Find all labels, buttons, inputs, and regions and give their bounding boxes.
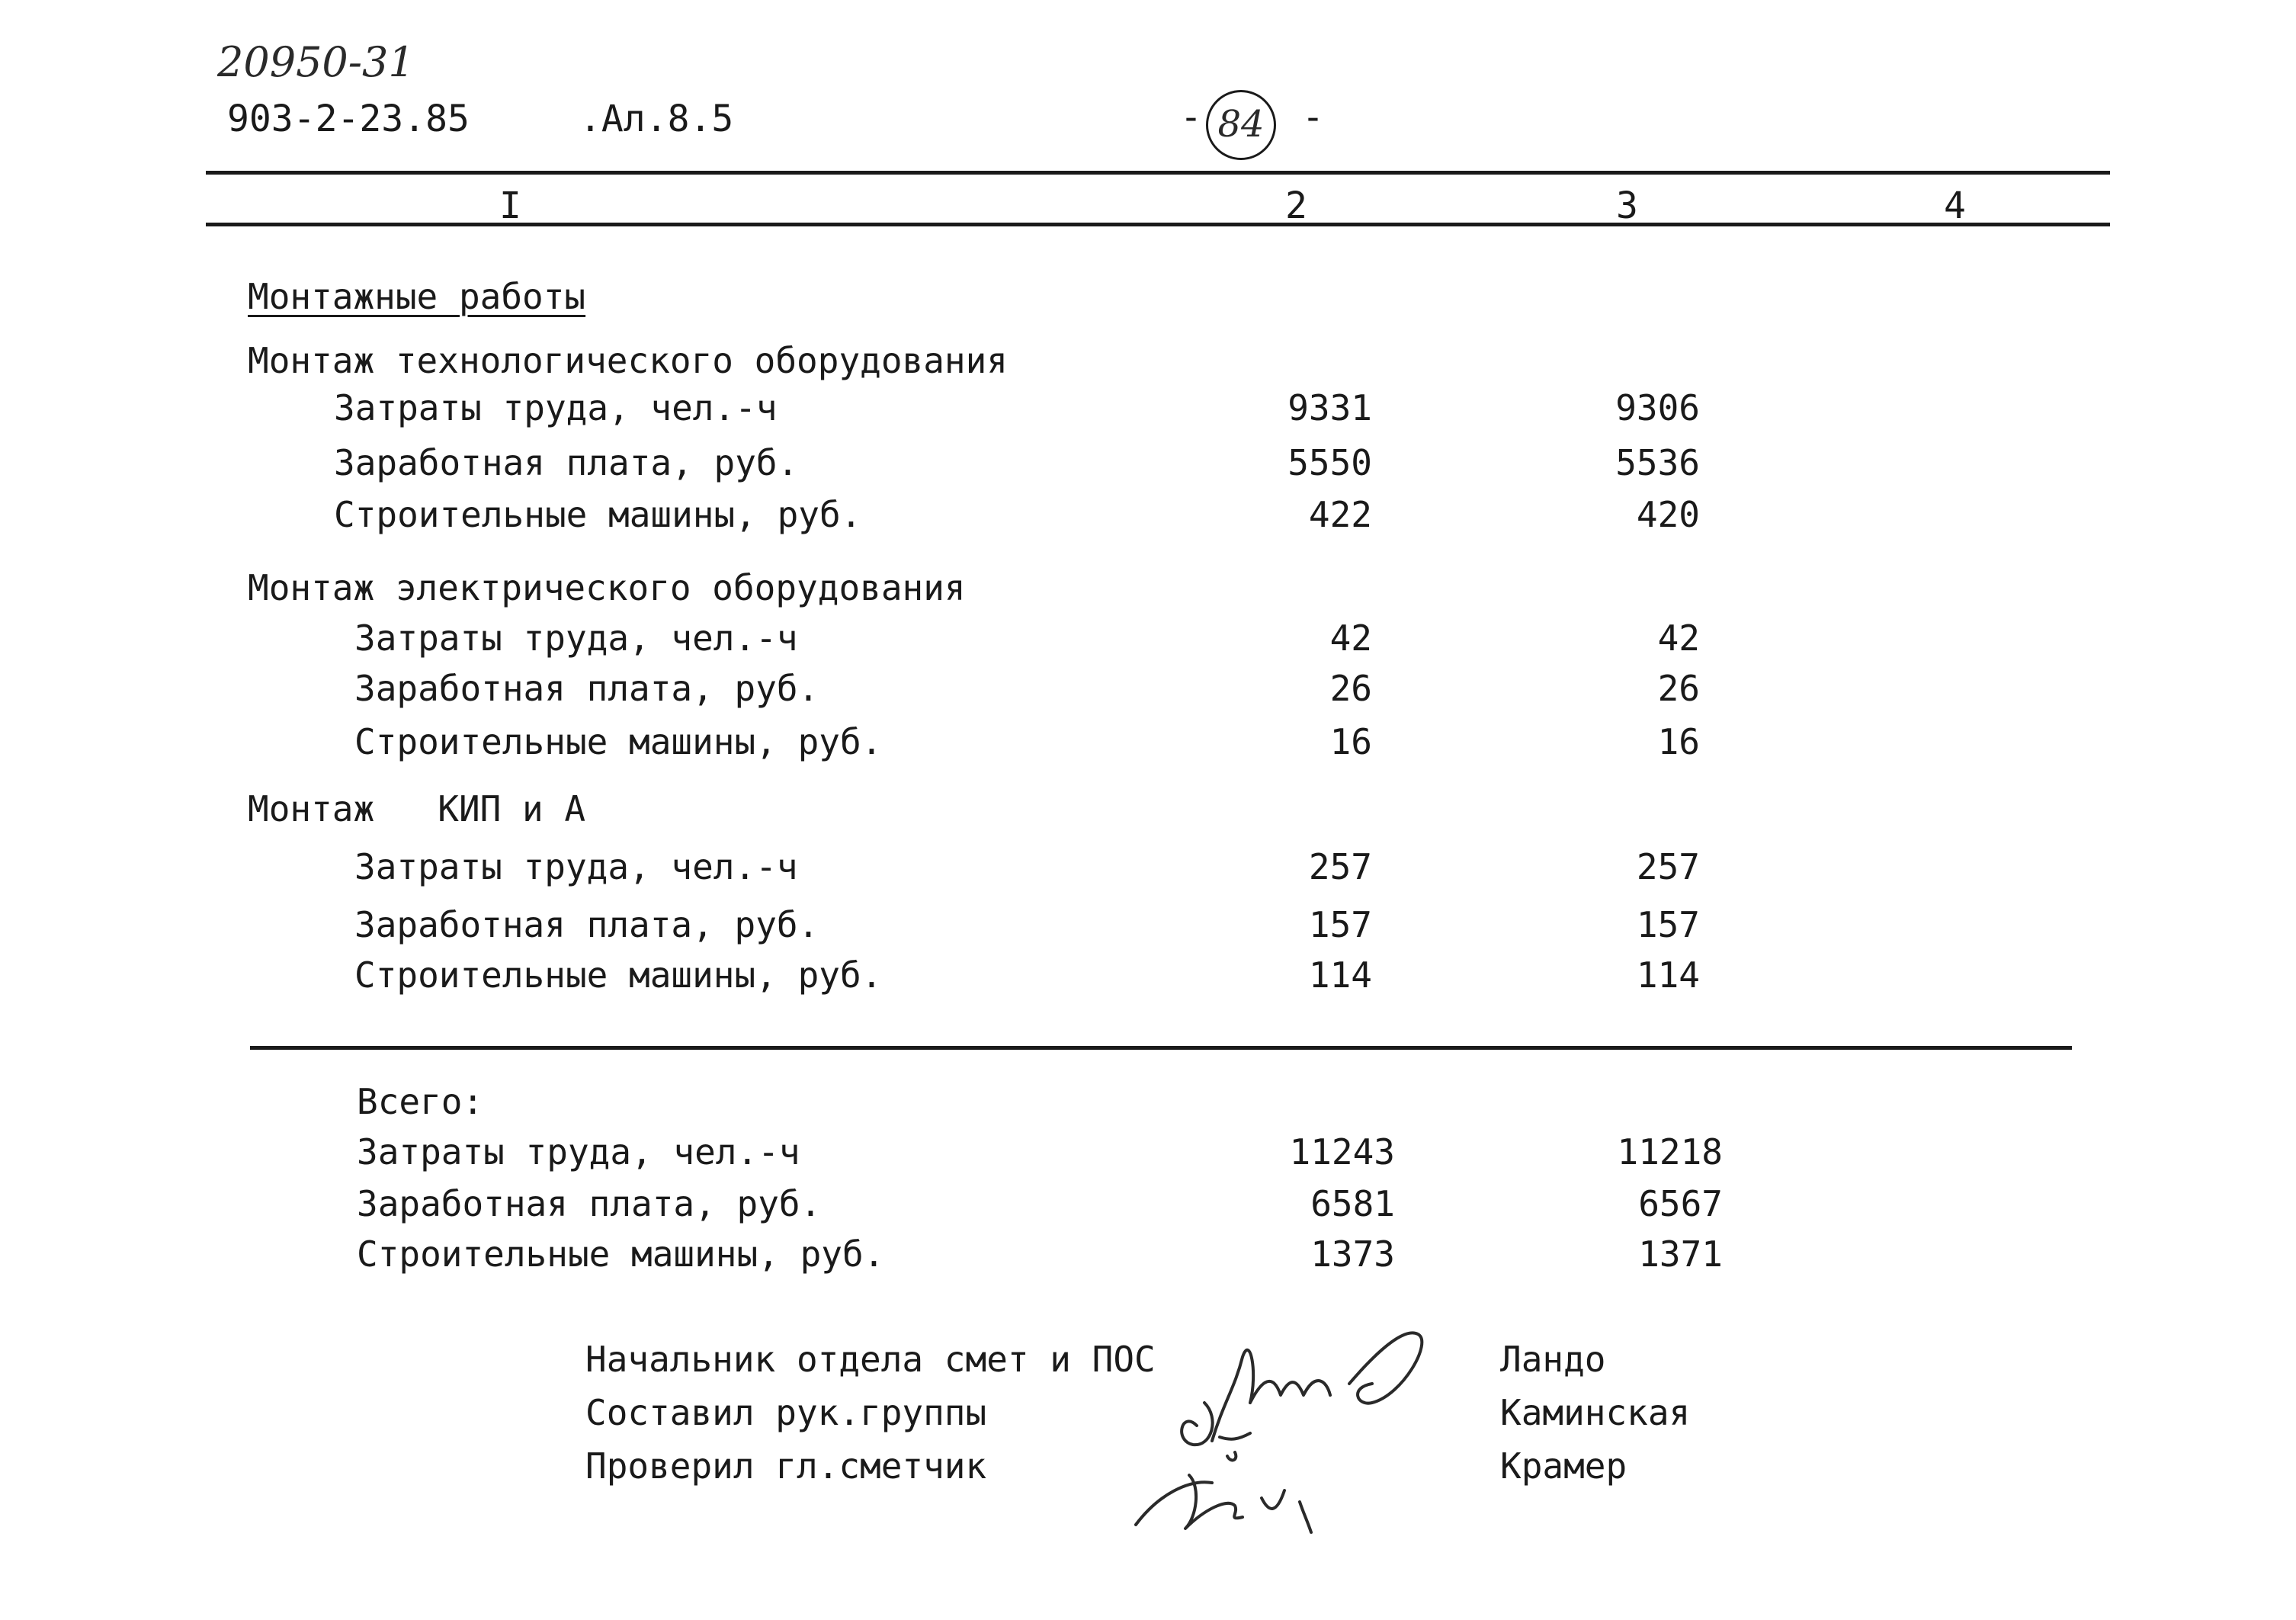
header-rule-top [206, 171, 2110, 175]
section-title: Монтажные работы [248, 276, 586, 317]
row-value-col2: 257 [1308, 846, 1372, 887]
signature-stroke [1136, 1475, 1311, 1532]
total-value-col2: 6581 [1310, 1183, 1395, 1224]
total-value-col3: 1371 [1638, 1233, 1723, 1275]
group-title: Монтаж КИП и А [248, 788, 586, 829]
handwritten-reference: 20950-31 [217, 38, 415, 86]
row-label: Строительные машины, руб. [354, 954, 883, 996]
header-rule-bottom [206, 223, 2110, 226]
row-label: Строительные машины, руб. [354, 721, 883, 762]
signature-name: Ландо [1500, 1339, 1606, 1380]
row-value-col3: 257 [1636, 846, 1700, 887]
document-code: 903-2-23.85 [227, 98, 470, 140]
total-title: Всего: [357, 1081, 484, 1122]
row-label: Заработная плата, руб. [354, 668, 819, 709]
page-number-dash-right: - [1302, 96, 1324, 139]
row-value-col3: 26 [1657, 668, 1700, 709]
group-title: Монтаж электрического оборудования [248, 567, 966, 608]
row-value-col2: 422 [1308, 494, 1372, 535]
total-value-col3: 6567 [1638, 1183, 1723, 1224]
row-value-col3: 420 [1636, 494, 1700, 535]
column-header-3: 3 [1616, 184, 1638, 227]
handwritten-signatures [1098, 1311, 1494, 1540]
row-value-col3: 5536 [1615, 442, 1700, 483]
signature-name: Крамер [1500, 1445, 1627, 1487]
row-label: Строительные машины, руб. [334, 494, 862, 535]
total-value-col2: 11243 [1289, 1131, 1395, 1172]
row-value-col3: 16 [1657, 721, 1700, 762]
total-row-label: Затраты труда, чел.-ч [357, 1131, 800, 1172]
row-value-col3: 114 [1636, 954, 1700, 996]
row-value-col2: 114 [1308, 954, 1372, 996]
album-reference: .Ал.8.5 [579, 98, 734, 140]
row-value-col2: 16 [1329, 721, 1372, 762]
row-label: Затраты труда, чел.-ч [354, 618, 798, 659]
signature-stroke [1220, 1433, 1250, 1460]
column-header-4: 4 [1944, 184, 1966, 227]
column-header-1: I [499, 184, 521, 227]
signature-role: Проверил гл.сметчик [585, 1445, 987, 1487]
page-number-circle [1206, 90, 1276, 160]
group-title: Монтаж технологического оборудования [248, 340, 1008, 381]
signature-name: Каминская [1500, 1392, 1691, 1433]
row-value-col2: 9331 [1287, 387, 1372, 428]
signature-role: Составил рук.группы [585, 1392, 987, 1433]
total-row-label: Строительные машины, руб. [357, 1233, 885, 1275]
column-header-2: 2 [1285, 184, 1307, 227]
row-label: Заработная плата, руб. [334, 442, 799, 483]
total-divider [250, 1046, 2072, 1050]
row-value-col2: 157 [1308, 904, 1372, 945]
row-value-col3: 157 [1636, 904, 1700, 945]
row-value-col3: 42 [1657, 618, 1700, 659]
total-value-col2: 1373 [1310, 1233, 1395, 1275]
row-value-col2: 42 [1329, 618, 1372, 659]
row-label: Заработная плата, руб. [354, 904, 819, 945]
row-value-col3: 9306 [1615, 387, 1700, 428]
signature-role: Начальник отдела смет и ПОС [585, 1339, 1156, 1380]
row-value-col2: 26 [1329, 668, 1372, 709]
page-number-dash-left: - [1180, 96, 1202, 139]
row-label: Затраты труда, чел.-ч [334, 387, 778, 428]
row-value-col2: 5550 [1287, 442, 1372, 483]
total-value-col3: 11218 [1617, 1131, 1723, 1172]
page-number: 84 [1217, 103, 1265, 146]
row-label: Затраты труда, чел.-ч [354, 846, 798, 887]
signature-stroke [1182, 1333, 1422, 1445]
total-row-label: Заработная плата, руб. [357, 1183, 822, 1224]
